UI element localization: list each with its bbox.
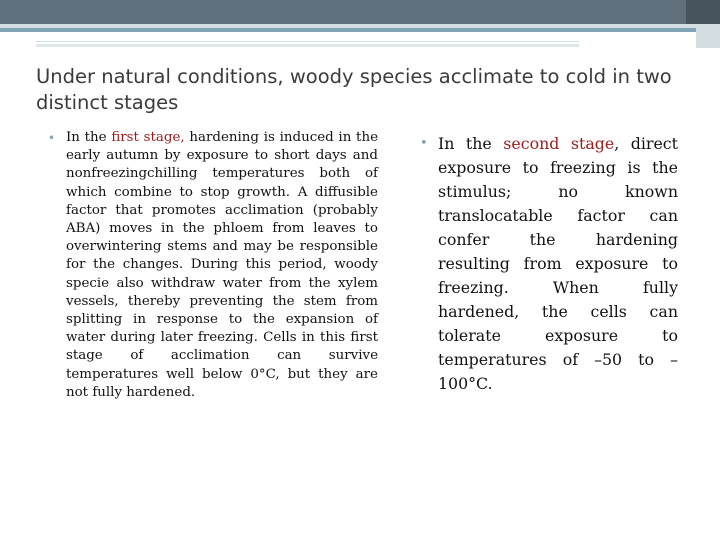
left-column [48,129,378,402]
header-bar-corner [686,0,720,24]
bullet-marker: • [48,131,56,145]
first-stage-paragraph [66,129,378,402]
paragraph-body: hardening is induced in the early autumn by exposure to short days and nonfreezingchilling temperatures both of which combine to stop growth. A diffusible factor that promotes acclimation (probably ABA) moves in the phloem from leaves to overwintering stems and may be responsible for the changes. During this period, woody specie also withdraw water from the xylem vessels, thereby preventing the stem from splitting in response to the expansion of water during later freezing. Cells in this first stage of acclimation can survive temperatures well below 0°C, but they are not fully hardened. [66,130,378,400]
right-column [420,132,678,396]
title-rule-thin [36,41,579,42]
header-bar [0,0,720,24]
paragraph-lead: In the [438,134,504,153]
header-accent-corner [696,24,720,48]
paragraph-body: , direct exposure to freezing is the stimulus; no known translocatable factor can confer the hardening resulting from exposure to freezing. When fully hardened, the cells can tolerate exposure to temperatures of –50 to –100°C. [438,134,678,393]
title-rule [36,44,579,47]
second-stage-paragraph [438,132,678,396]
second-stage-highlight: second stage [503,134,615,153]
header-accent-stripe [0,28,696,32]
first-stage-highlight: first stage, [111,130,185,145]
bullet-marker: • [420,136,428,151]
slide-title: Under natural conditions, woody species acclimate to cold in two distinct stages [36,65,672,114]
paragraph-lead: In the [66,130,112,145]
